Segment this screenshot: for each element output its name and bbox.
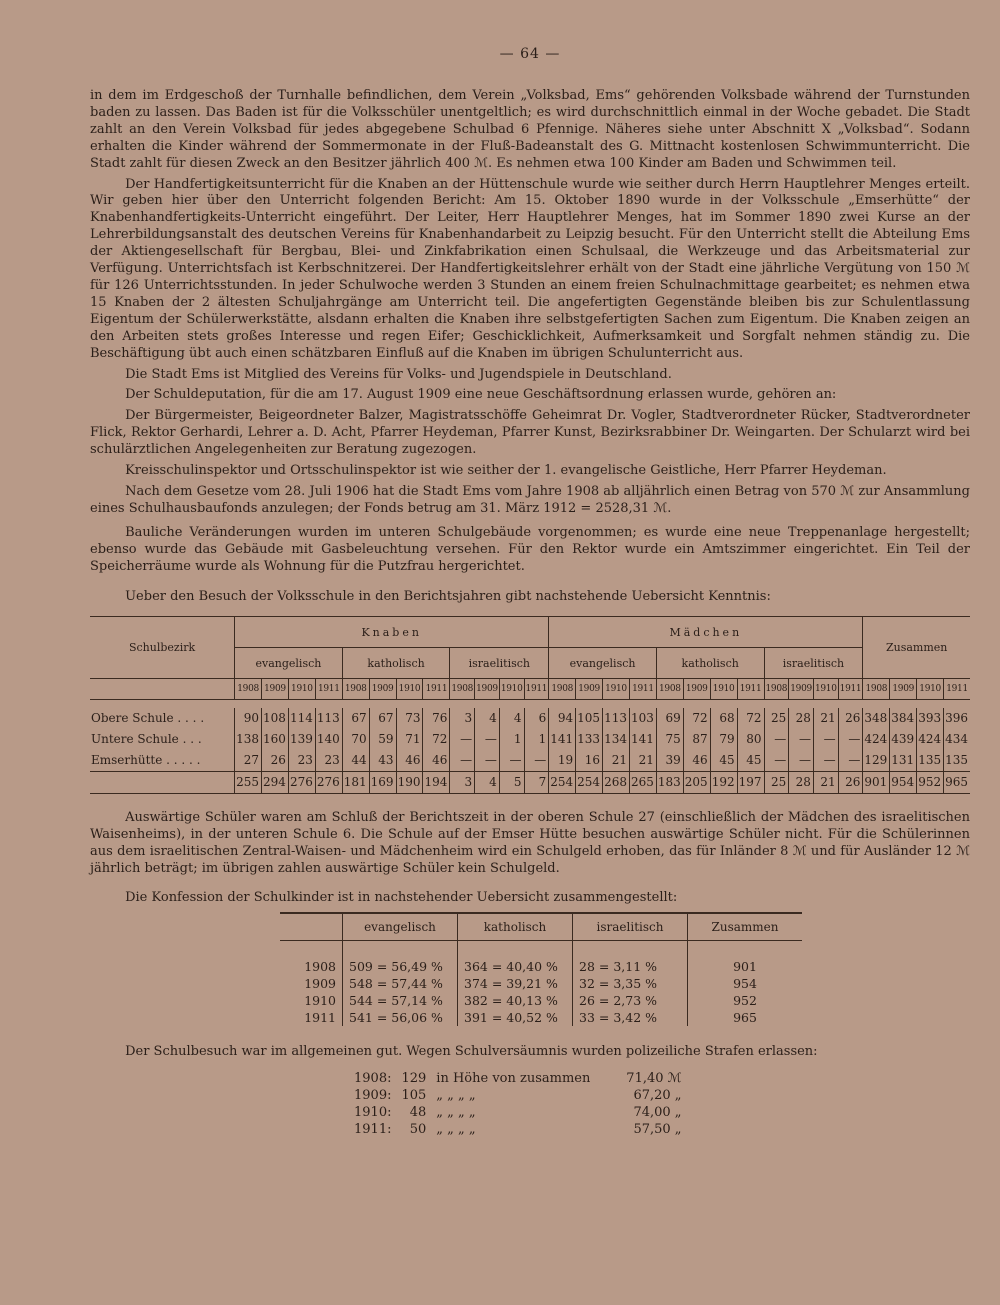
confession-ev: 509 = 56,49 % (343, 958, 458, 975)
attendance-body (90, 708, 970, 794)
paragraph-10: Auswärtige Schüler waren am Schluß der Berichtszeit in der oberen Schule 27 (einschließlich der Mädchen des israelitischen Waisenheims), in der unteren Schule 6. Die Schule auf der Emser Hütte besuchen auswärtige Schüler nicht. Für die Schülerinnen aus dem israelitischen Zentral-Waisen- und Mädchenheim wird ein Schulgeld erhoben, das für Inländer 8 ℳ und für Ausländer 12 ℳ jährlich beträgt; im übrigen zahlen auswärtige Schüler kein Schulgeld. (90, 809, 970, 876)
table-cell: 59 (369, 729, 396, 750)
table-cell: 113 (315, 708, 342, 729)
confession-isr: 33 = 3,42 % (573, 1009, 688, 1026)
year-header: 1910 (710, 679, 737, 700)
year-header: 1909 (576, 679, 603, 700)
paragraph-2: Der Handfertigkeitsunterricht für die Knaben an der Hüttenschule wurde wie seither durch Herrn Hauptlehrer Menges erteilt. Wir geben hier über den Unterricht folgenden Bericht: Am 15. Oktober 1890 wurde in der Volksschule „Emserhütte“ der Knabenhandfertigkeits-Unterricht eingeführt. Der Leiter, Herr Hauptlehrer Menges, hat im Sommer 1890 zwei Kurse an der Lehrerbildungsanstalt des deutschen Vereins für Knabenhandarbeit zu Leipzig besucht. Für den Unterricht stellt die Abteilung Ems der Aktiengesellschaft für Bergbau, Blei- und Zinkfabrikation einen Schulsaal, die Werkzeuge und das Arbeitsmaterial zur Verfügung. Unterrichtsfach ist Kerbschnitzerei. Der Handfertigkeitslehrer erhält von der Stadt eine jährliche Vergütung von 150 ℳ für 126 Unterrichtsstunden. In jeder Schulwoche werden 3 Stunden an einem freien Schulnachmittage gearbeitet; es nehmen etwa 15 Knaben der 2 ältesten Schuljahrgänge am Unterricht teil. Die angefertigten Gegenstände bleiben bis zur Schulentlassung Eigentum der Schülerwerkstätte, alsdann erhalten die Knaben ihre selbstgefertigten Sachen zum Eigentum. Die Knaben zeigen an den Arbeiten stets großes Interesse und regen Eifer; Geschicklichkeit, Aufmerksamkeit und Sorgfalt nehmen ständig zu. Die Beschäftigung übt auch einen schätzbaren Einfluß auf die Knaben im übrigen Schulunterricht aus. (90, 176, 970, 361)
year-header: 1910 (288, 679, 315, 700)
table-cell: 190 (396, 771, 423, 793)
table-cell: 901 (863, 771, 890, 793)
table-row (90, 750, 970, 772)
table-cell: 138 (235, 729, 262, 750)
table-cell: 393 (917, 708, 944, 729)
table-cell: 254 (576, 771, 603, 793)
year-header: 1911 (737, 679, 764, 700)
table-cell: 26 (838, 708, 863, 729)
fine-text: „ „ „ „ (436, 1122, 476, 1138)
year-header: 1911 (524, 679, 549, 700)
table-cell: 26 (262, 750, 289, 772)
table-cell: 169 (369, 771, 396, 793)
table-cell: 26 (838, 771, 863, 793)
group-zusammen: Zusammen (863, 617, 970, 679)
fine-count: 129 (401, 1071, 427, 1087)
paragraph-7: Nach dem Gesetze vom 28. Juli 1906 hat die Stadt Ems vom Jahre 1908 ab alljährlich einen Betrag von 570 ℳ zur Ansammlung eines Schulhausbaufonds anzulegen; der Fonds betrug am 31. März 1912 = 2528,31 ℳ. (90, 483, 970, 516)
confession-year: 1910 (304, 993, 336, 1009)
table-cell: 141 (629, 729, 656, 750)
table-cell: 348 (863, 708, 890, 729)
confession-year: 1908 (304, 959, 336, 975)
table-cell: 954 (890, 771, 917, 793)
table-cell: 43 (369, 750, 396, 772)
year-header: 1909 (789, 679, 814, 700)
paragraph-9: Ueber den Besuch der Volksschule in den Berichtsjahren gibt nachstehende Uebersicht Kenntnis: (125, 589, 771, 605)
year-header: 1911 (315, 679, 342, 700)
fine-amount: 67,20 „ (633, 1088, 682, 1104)
fine-year: 1910: (354, 1105, 392, 1121)
paragraph-5: Der Bürgermeister, Beigeordneter Balzer, Magistratsschöffe Geheimrat Dr. Vogler, Stadtverordneter Rücker, Stadtverordneter Flick, Rektor Gerhardi, Lehrer a. D. Acht, Pfarrer Heydeman, Pfarrer Kunst, Bezirksrabbiner Dr. Weingarten. Der Schularzt wird bei schulärztlichen Angelegenheiten zur Beratung zugezogen. (90, 408, 970, 458)
table-cell: 76 (423, 708, 450, 729)
table-cell: 276 (288, 771, 315, 793)
table-cell: 21 (813, 771, 838, 793)
table-cell: 67 (369, 708, 396, 729)
year-header: 1908 (549, 679, 576, 700)
table-cell: 21 (813, 708, 838, 729)
confession-sum: 952 (688, 992, 803, 1009)
table-row (280, 958, 802, 975)
conf-m-ev: evangelisch (549, 648, 657, 679)
table-cell: 28 (789, 708, 814, 729)
table-cell: 424 (863, 729, 890, 750)
year-header: 1911 (629, 679, 656, 700)
confession-sum: 901 (688, 958, 803, 975)
table-cell: 133 (576, 729, 603, 750)
table-cell: 952 (917, 771, 944, 793)
table-cell: 140 (315, 729, 342, 750)
table-cell: 71 (396, 729, 423, 750)
fine-amount: 74,00 „ (633, 1105, 682, 1121)
confession-kath: 374 = 39,21 % (458, 975, 573, 992)
table-cell: 114 (288, 708, 315, 729)
table-cell: 434 (944, 729, 970, 750)
fine-text: in Höhe von zusammen (436, 1071, 591, 1087)
table-cell: 135 (944, 750, 970, 772)
table-cell: 105 (576, 708, 603, 729)
year-header: 1910 (917, 679, 944, 700)
table-row (280, 1009, 802, 1026)
confession-kath: 391 = 40,52 % (458, 1009, 573, 1026)
fines-table (348, 1069, 688, 1139)
table-cell: 79 (710, 729, 737, 750)
table-cell: 75 (656, 729, 683, 750)
table-cell: 294 (262, 771, 289, 793)
table-cell: 21 (603, 750, 630, 772)
table-cell: 108 (262, 708, 289, 729)
year-header: 1911 (944, 679, 970, 700)
conf-k-ev: evangelisch (235, 648, 343, 679)
confession-body (280, 958, 802, 1026)
table-cell: — (813, 729, 838, 750)
year-header: 1909 (683, 679, 710, 700)
fine-count: 50 (409, 1122, 427, 1138)
row-label: Emserhütte . . . . . (91, 753, 201, 768)
table-row (90, 708, 970, 729)
table-cell: 45 (737, 750, 764, 772)
year-header: 1911 (838, 679, 863, 700)
table-cell: 135 (917, 750, 944, 772)
list-item (350, 1071, 686, 1086)
confession-kath: 382 = 40,13 % (458, 992, 573, 1009)
conf-m-kath: katholisch (656, 648, 764, 679)
year-header: 1910 (499, 679, 524, 700)
table-cell: — (475, 729, 500, 750)
table-cell: — (450, 729, 475, 750)
year-header: 1911 (423, 679, 450, 700)
year-header: 1908 (235, 679, 262, 700)
table-cell: 94 (549, 708, 576, 729)
table-cell: — (764, 729, 789, 750)
col-schulbezirk: Schulbezirk (90, 617, 235, 679)
t2-head-ev: evangelisch (343, 913, 458, 941)
year-header: 1908 (863, 679, 890, 700)
paragraph-1: in dem im Erdgeschoß der Turnhalle befindlichen, dem Verein „Volksbad, Ems“ gehörenden Volksbade während der Turnstunden baden zu lassen. Das Baden ist für die Volksschüler unentgeltlich; es wird durchschnittlich einmal in der Woche gebadet. Die Stadt zahlt an den Verein Volksbad für jedes abgegebene Schulbad 6 Pfennige. Näheres siehe unter Abschnitt X „Volksbad“. Sodann erhalten die Kinder während der Sommermonate in der Fluß-Badeanstalt des G. Mittnacht kostenlosen Schwimmunterricht. Die Stadt zahlt für diesen Zweck an den Besitzer jährlich 400 ℳ. Es nehmen etwa 100 Kinder am Baden und Schwimmen teil. (90, 88, 970, 171)
year-header: 1908 (342, 679, 369, 700)
table-cell: 70 (342, 729, 369, 750)
paragraph-3: Die Stadt Ems ist Mitglied des Vereins für Volks- und Jugendspiele in Deutschland. (125, 366, 672, 382)
fine-amount: 71,40 ℳ (626, 1071, 682, 1087)
table-cell: 1 (524, 729, 549, 750)
table-cell: 3 (450, 771, 475, 793)
table-cell: 16 (576, 750, 603, 772)
year-header: 1909 (262, 679, 289, 700)
table-cell: 90 (235, 708, 262, 729)
paragraph-6: Kreisschulinspektor und Ortsschulinspektor ist wie seither der 1. evangelische Geistliche, Herr Pfarrer Heydeman. (125, 463, 887, 479)
t2-spacer (280, 913, 343, 941)
page-number: — 64 — (499, 46, 561, 62)
year-header: 1910 (396, 679, 423, 700)
paragraph-12: Der Schulbesuch war im allgemeinen gut. Wegen Schulversäumnis wurden polizeiliche Strafen erlassen: (125, 1044, 818, 1060)
table-cell: — (789, 729, 814, 750)
table-cell: 45 (710, 750, 737, 772)
table-cell: 276 (315, 771, 342, 793)
fine-amount: 57,50 „ (633, 1122, 682, 1138)
table-cell: 194 (423, 771, 450, 793)
table-cell: 265 (629, 771, 656, 793)
table-cell: 5 (499, 771, 524, 793)
table-cell: 268 (603, 771, 630, 793)
table-cell: 254 (549, 771, 576, 793)
table-cell: 6 (524, 708, 549, 729)
table-cell: 181 (342, 771, 369, 793)
paragraph-8: Bauliche Veränderungen wurden im unteren Schulgebäude vorgenommen; es wurde eine neue Treppenanlage hergestellt; ebenso wurde das Gebäude mit Gasbeleuchtung versehen. Für den Rektor wurde ein Amtszimmer eingerichtet. Ein Teil der Speicherräume wurde als Wohnung für die Putzfrau hergerichtet. (90, 524, 970, 574)
table-cell: 424 (917, 729, 944, 750)
table-cell: 46 (683, 750, 710, 772)
fine-count: 105 (401, 1088, 427, 1104)
table-cell: 73 (396, 708, 423, 729)
table-row (90, 771, 970, 793)
table-cell: 197 (737, 771, 764, 793)
year-header: 1909 (890, 679, 917, 700)
table-cell: 87 (683, 729, 710, 750)
row-label: Untere Schule . . . (91, 732, 202, 747)
table-cell: 19 (549, 750, 576, 772)
table-cell: 7 (524, 771, 549, 793)
table-cell: 72 (737, 708, 764, 729)
year-header: 1910 (813, 679, 838, 700)
row-label: Obere Schule . . . . (91, 711, 205, 726)
year-header: 1908 (450, 679, 475, 700)
table-cell: 39 (656, 750, 683, 772)
table-row (280, 992, 802, 1009)
table-cell: — (450, 750, 475, 772)
fine-year: 1908: (354, 1071, 392, 1087)
confession-ev: 541 = 56,06 % (343, 1009, 458, 1026)
row-label (90, 771, 235, 793)
list-item (350, 1088, 686, 1103)
table-cell: 141 (549, 729, 576, 750)
table-cell: 25 (764, 708, 789, 729)
table-cell: 255 (235, 771, 262, 793)
table-cell: 192 (710, 771, 737, 793)
table-cell: — (838, 729, 863, 750)
conf-k-isr: israelitisch (450, 648, 549, 679)
table-cell: 103 (629, 708, 656, 729)
year-header-row (90, 679, 970, 700)
table-cell: 46 (423, 750, 450, 772)
confession-ev: 544 = 57,14 % (343, 992, 458, 1009)
year-header: 1909 (475, 679, 500, 700)
conf-m-isr: israelitisch (764, 648, 863, 679)
table-cell: — (475, 750, 500, 772)
fines-body (350, 1071, 686, 1137)
year-header: 1908 (656, 679, 683, 700)
attendance-table (90, 616, 970, 794)
confession-isr: 26 = 2,73 % (573, 992, 688, 1009)
table-cell: 4 (475, 708, 500, 729)
table-cell: — (499, 750, 524, 772)
fine-year: 1909: (354, 1088, 392, 1104)
table-cell: — (838, 750, 863, 772)
table-cell: 439 (890, 729, 917, 750)
table-cell: 205 (683, 771, 710, 793)
confession-year: 1909 (304, 976, 336, 992)
group-knaben: Knaben (235, 617, 549, 648)
table-cell: 384 (890, 708, 917, 729)
table-cell: — (524, 750, 549, 772)
table-cell: 1 (499, 729, 524, 750)
table-cell: 68 (710, 708, 737, 729)
paragraph-4: Der Schuldeputation, für die am 17. August 1909 eine neue Geschäftsordnung erlassen wurde, gehören an: (125, 387, 837, 403)
confession-table (280, 912, 802, 1026)
table-cell: 139 (288, 729, 315, 750)
group-maedchen: Mädchen (549, 617, 863, 648)
table-cell: 4 (499, 708, 524, 729)
list-item (350, 1122, 686, 1137)
table-cell: — (789, 750, 814, 772)
list-item (350, 1105, 686, 1120)
table-cell: 183 (656, 771, 683, 793)
year-header: 1908 (764, 679, 789, 700)
table-cell: 69 (656, 708, 683, 729)
confession-isr: 28 = 3,11 % (573, 958, 688, 975)
paragraph-11: Die Konfession der Schulkinder ist in nachstehender Uebersicht zusammengestellt: (125, 889, 678, 905)
table-cell: 23 (315, 750, 342, 772)
fine-count: 48 (409, 1105, 427, 1121)
conf-k-kath: katholisch (342, 648, 450, 679)
confession-year: 1911 (304, 1010, 336, 1026)
table-row (280, 975, 802, 992)
year-header: 1909 (369, 679, 396, 700)
table-cell: — (764, 750, 789, 772)
table-row (90, 729, 970, 750)
confession-sum: 954 (688, 975, 803, 992)
table-cell: 129 (863, 750, 890, 772)
table-cell: 3 (450, 708, 475, 729)
fine-year: 1911: (354, 1122, 392, 1138)
table-cell: 113 (603, 708, 630, 729)
confession-ev: 548 = 57,44 % (343, 975, 458, 992)
table-cell: 23 (288, 750, 315, 772)
table-cell: 67 (342, 708, 369, 729)
confession-kath: 364 = 40,40 % (458, 958, 573, 975)
table-cell: 4 (475, 771, 500, 793)
year-spacer (90, 679, 235, 700)
t2-head-sum: Zusammen (688, 913, 803, 941)
year-header: 1910 (603, 679, 630, 700)
table-cell: 134 (603, 729, 630, 750)
table-cell: 72 (423, 729, 450, 750)
table-cell: 72 (683, 708, 710, 729)
table-cell: 46 (396, 750, 423, 772)
table-cell: 27 (235, 750, 262, 772)
confession-sum: 965 (688, 1009, 803, 1026)
table-cell: 44 (342, 750, 369, 772)
fine-text: „ „ „ „ (436, 1105, 476, 1121)
table-cell: 28 (789, 771, 814, 793)
fine-text: „ „ „ „ (436, 1088, 476, 1104)
table-cell: 21 (629, 750, 656, 772)
confession-isr: 32 = 3,35 % (573, 975, 688, 992)
t2-head-kath: katholisch (458, 913, 573, 941)
table-cell: 131 (890, 750, 917, 772)
table-cell: — (813, 750, 838, 772)
table-cell: 396 (944, 708, 970, 729)
t2-head-isr: israelitisch (573, 913, 688, 941)
table-cell: 25 (764, 771, 789, 793)
table-cell: 965 (944, 771, 970, 793)
table-cell: 160 (262, 729, 289, 750)
table-cell: 80 (737, 729, 764, 750)
